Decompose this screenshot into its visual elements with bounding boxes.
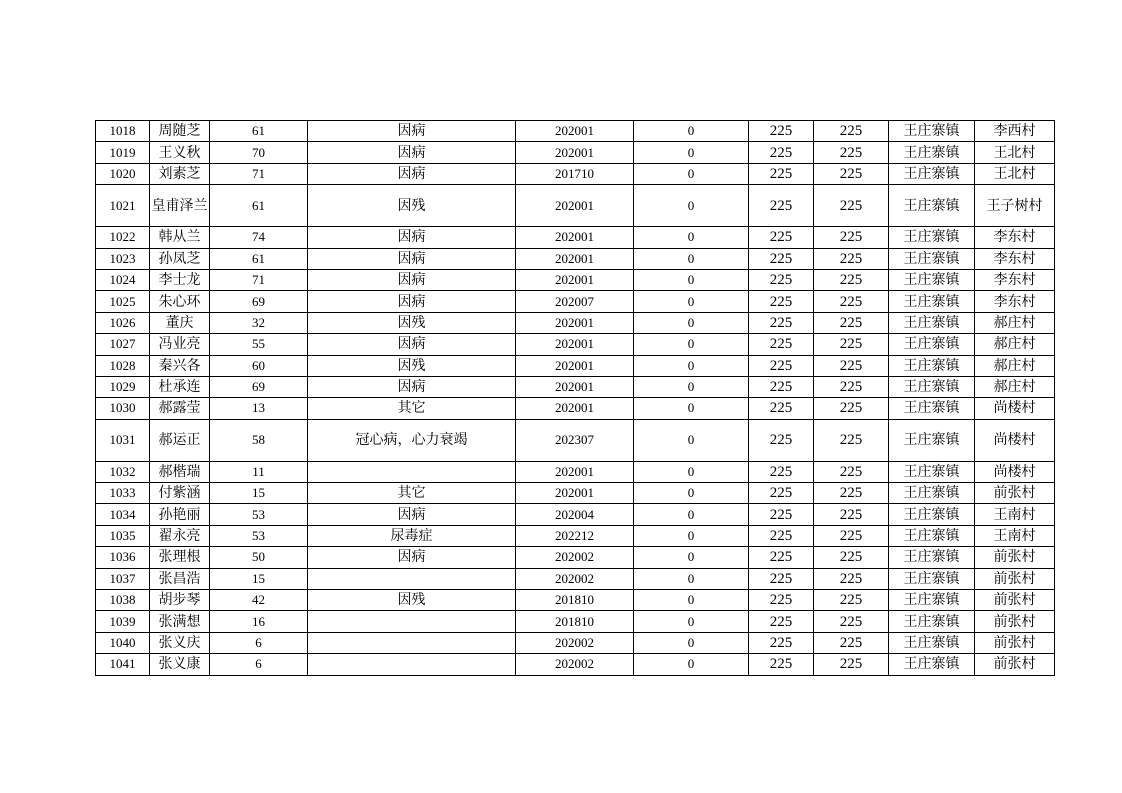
table-row (96, 355, 1055, 376)
cell-amount-2: 225 (814, 334, 889, 355)
cell-age: 53 (210, 504, 308, 525)
cell-zero: 0 (634, 568, 749, 589)
cell-village: 李东村 (975, 227, 1055, 248)
cell-town: 王庄寨镇 (889, 419, 975, 461)
cell-age: 6 (210, 654, 308, 675)
table-row (96, 227, 1055, 248)
cell-amount-2: 225 (814, 632, 889, 653)
cell-id: 1028 (96, 355, 150, 376)
table-row (96, 376, 1055, 397)
cell-zero: 0 (634, 590, 749, 611)
cell-date: 202001 (516, 398, 634, 419)
cell-amount-1: 225 (749, 504, 814, 525)
cell-date: 202001 (516, 483, 634, 504)
cell-zero: 0 (634, 163, 749, 184)
cell-village: 前张村 (975, 590, 1055, 611)
cell-town: 王庄寨镇 (889, 654, 975, 675)
table-row (96, 654, 1055, 675)
cell-town: 王庄寨镇 (889, 398, 975, 419)
cell-amount-1: 225 (749, 419, 814, 461)
cell-zero: 0 (634, 185, 749, 227)
cell-reason: 因病 (308, 376, 516, 397)
cell-reason: 因残 (308, 590, 516, 611)
cell-reason: 因病 (308, 227, 516, 248)
cell-amount-1: 225 (749, 568, 814, 589)
cell-zero: 0 (634, 121, 749, 142)
cell-zero: 0 (634, 312, 749, 333)
cell-date: 201710 (516, 163, 634, 184)
cell-id: 1019 (96, 142, 150, 163)
cell-amount-1: 225 (749, 483, 814, 504)
cell-village: 李西村 (975, 121, 1055, 142)
cell-amount-1: 225 (749, 227, 814, 248)
cell-age: 61 (210, 121, 308, 142)
cell-id: 1024 (96, 269, 150, 290)
cell-age: 61 (210, 248, 308, 269)
cell-reason: 其它 (308, 483, 516, 504)
cell-reason: 因残 (308, 312, 516, 333)
cell-name: 朱心环 (150, 291, 210, 312)
cell-village: 王南村 (975, 525, 1055, 546)
cell-age: 60 (210, 355, 308, 376)
table-row (96, 398, 1055, 419)
cell-name: 张昌浩 (150, 568, 210, 589)
cell-id: 1041 (96, 654, 150, 675)
cell-age: 13 (210, 398, 308, 419)
cell-id: 1023 (96, 248, 150, 269)
cell-id: 1031 (96, 419, 150, 461)
cell-reason: 因病 (308, 547, 516, 568)
cell-zero: 0 (634, 654, 749, 675)
roster-table (95, 120, 1055, 676)
cell-id: 1040 (96, 632, 150, 653)
cell-id: 1029 (96, 376, 150, 397)
cell-amount-1: 225 (749, 547, 814, 568)
cell-id: 1026 (96, 312, 150, 333)
cell-amount-2: 225 (814, 398, 889, 419)
cell-amount-2: 225 (814, 504, 889, 525)
table-row (96, 334, 1055, 355)
cell-age: 53 (210, 525, 308, 546)
cell-id: 1025 (96, 291, 150, 312)
cell-id: 1021 (96, 185, 150, 227)
cell-id: 1034 (96, 504, 150, 525)
cell-reason: 因病 (308, 248, 516, 269)
cell-reason: 尿毒症 (308, 525, 516, 546)
cell-town: 王庄寨镇 (889, 504, 975, 525)
cell-age: 71 (210, 269, 308, 290)
cell-id: 1020 (96, 163, 150, 184)
cell-age: 11 (210, 461, 308, 482)
cell-amount-1: 225 (749, 334, 814, 355)
cell-amount-2: 225 (814, 142, 889, 163)
cell-amount-1: 225 (749, 163, 814, 184)
cell-date: 202307 (516, 419, 634, 461)
cell-age: 69 (210, 376, 308, 397)
cell-amount-1: 225 (749, 376, 814, 397)
cell-village: 郝庄村 (975, 334, 1055, 355)
cell-age: 71 (210, 163, 308, 184)
cell-village: 前张村 (975, 632, 1055, 653)
cell-date: 202001 (516, 334, 634, 355)
table-row (96, 611, 1055, 632)
cell-zero: 0 (634, 355, 749, 376)
cell-amount-2: 225 (814, 654, 889, 675)
cell-town: 王庄寨镇 (889, 483, 975, 504)
cell-amount-2: 225 (814, 121, 889, 142)
cell-id: 1032 (96, 461, 150, 482)
cell-date: 201810 (516, 590, 634, 611)
cell-id: 1018 (96, 121, 150, 142)
cell-village: 王北村 (975, 142, 1055, 163)
cell-age: 42 (210, 590, 308, 611)
cell-age: 58 (210, 419, 308, 461)
cell-zero: 0 (634, 419, 749, 461)
table-row (96, 163, 1055, 184)
cell-town: 王庄寨镇 (889, 632, 975, 653)
cell-amount-2: 225 (814, 185, 889, 227)
cell-amount-1: 225 (749, 632, 814, 653)
cell-amount-2: 225 (814, 611, 889, 632)
cell-zero: 0 (634, 376, 749, 397)
cell-reason (308, 654, 516, 675)
cell-date: 202001 (516, 142, 634, 163)
cell-zero: 0 (634, 504, 749, 525)
cell-date: 202007 (516, 291, 634, 312)
cell-zero: 0 (634, 227, 749, 248)
cell-amount-2: 225 (814, 568, 889, 589)
cell-village: 前张村 (975, 547, 1055, 568)
cell-town: 王庄寨镇 (889, 461, 975, 482)
cell-reason: 因病 (308, 504, 516, 525)
cell-age: 6 (210, 632, 308, 653)
cell-name: 张义康 (150, 654, 210, 675)
cell-reason (308, 568, 516, 589)
cell-village: 李东村 (975, 269, 1055, 290)
cell-town: 王庄寨镇 (889, 248, 975, 269)
cell-town: 王庄寨镇 (889, 142, 975, 163)
cell-id: 1038 (96, 590, 150, 611)
cell-amount-2: 225 (814, 248, 889, 269)
cell-zero: 0 (634, 483, 749, 504)
cell-age: 50 (210, 547, 308, 568)
cell-age: 69 (210, 291, 308, 312)
cell-id: 1027 (96, 334, 150, 355)
cell-age: 61 (210, 185, 308, 227)
cell-amount-1: 225 (749, 355, 814, 376)
table-row (96, 269, 1055, 290)
cell-date: 202002 (516, 654, 634, 675)
cell-name: 皇甫泽兰 (150, 185, 210, 227)
cell-reason: 因病 (308, 121, 516, 142)
cell-reason: 因残 (308, 355, 516, 376)
cell-amount-2: 225 (814, 461, 889, 482)
cell-id: 1039 (96, 611, 150, 632)
cell-reason: 因残 (308, 185, 516, 227)
cell-name: 胡步琴 (150, 590, 210, 611)
table-row (96, 525, 1055, 546)
cell-amount-1: 225 (749, 398, 814, 419)
cell-name: 周随芝 (150, 121, 210, 142)
cell-village: 郝庄村 (975, 355, 1055, 376)
cell-date: 202001 (516, 121, 634, 142)
table-row (96, 632, 1055, 653)
cell-amount-2: 225 (814, 376, 889, 397)
cell-name: 翟永亮 (150, 525, 210, 546)
cell-village: 王北村 (975, 163, 1055, 184)
cell-date: 202001 (516, 227, 634, 248)
cell-reason: 因病 (308, 291, 516, 312)
cell-date: 202001 (516, 376, 634, 397)
cell-name: 孙凤芝 (150, 248, 210, 269)
cell-town: 王庄寨镇 (889, 376, 975, 397)
cell-date: 202001 (516, 461, 634, 482)
cell-age: 15 (210, 568, 308, 589)
cell-name: 董庆 (150, 312, 210, 333)
cell-name: 孙艳丽 (150, 504, 210, 525)
cell-age: 16 (210, 611, 308, 632)
cell-reason (308, 461, 516, 482)
cell-amount-2: 225 (814, 227, 889, 248)
cell-town: 王庄寨镇 (889, 611, 975, 632)
cell-name: 李士龙 (150, 269, 210, 290)
cell-town: 王庄寨镇 (889, 291, 975, 312)
cell-amount-2: 225 (814, 483, 889, 504)
cell-date: 202001 (516, 355, 634, 376)
cell-reason: 其它 (308, 398, 516, 419)
cell-village: 尚楼村 (975, 461, 1055, 482)
cell-village: 王子树村 (975, 185, 1055, 227)
cell-reason (308, 632, 516, 653)
cell-name: 郝楷瑞 (150, 461, 210, 482)
cell-amount-1: 225 (749, 248, 814, 269)
cell-amount-2: 225 (814, 355, 889, 376)
cell-amount-2: 225 (814, 269, 889, 290)
cell-reason (308, 611, 516, 632)
cell-town: 王庄寨镇 (889, 568, 975, 589)
cell-zero: 0 (634, 611, 749, 632)
cell-amount-2: 225 (814, 163, 889, 184)
cell-date: 202002 (516, 547, 634, 568)
cell-id: 1037 (96, 568, 150, 589)
cell-zero: 0 (634, 461, 749, 482)
cell-age: 74 (210, 227, 308, 248)
cell-date: 202002 (516, 568, 634, 589)
cell-date: 202212 (516, 525, 634, 546)
cell-name: 秦兴各 (150, 355, 210, 376)
cell-town: 王庄寨镇 (889, 525, 975, 546)
cell-date: 202001 (516, 248, 634, 269)
cell-amount-2: 225 (814, 547, 889, 568)
cell-reason: 冠心病，心力衰竭 (308, 419, 516, 461)
cell-name: 付紫涵 (150, 483, 210, 504)
cell-town: 王庄寨镇 (889, 269, 975, 290)
cell-zero: 0 (634, 291, 749, 312)
cell-reason: 因病 (308, 163, 516, 184)
table-row (96, 312, 1055, 333)
cell-date: 202001 (516, 269, 634, 290)
table-row (96, 419, 1055, 461)
cell-village: 前张村 (975, 483, 1055, 504)
cell-amount-1: 225 (749, 269, 814, 290)
cell-village: 前张村 (975, 611, 1055, 632)
cell-amount-2: 225 (814, 291, 889, 312)
cell-name: 韩从兰 (150, 227, 210, 248)
cell-village: 郝庄村 (975, 376, 1055, 397)
cell-amount-1: 225 (749, 590, 814, 611)
cell-zero: 0 (634, 632, 749, 653)
cell-amount-1: 225 (749, 525, 814, 546)
cell-town: 王庄寨镇 (889, 355, 975, 376)
cell-reason: 因病 (308, 142, 516, 163)
cell-id: 1036 (96, 547, 150, 568)
cell-zero: 0 (634, 525, 749, 546)
cell-date: 202004 (516, 504, 634, 525)
cell-name: 张理根 (150, 547, 210, 568)
cell-reason: 因病 (308, 334, 516, 355)
cell-village: 前张村 (975, 568, 1055, 589)
cell-id: 1030 (96, 398, 150, 419)
cell-age: 70 (210, 142, 308, 163)
cell-amount-1: 225 (749, 611, 814, 632)
cell-zero: 0 (634, 547, 749, 568)
table-row (96, 547, 1055, 568)
cell-town: 王庄寨镇 (889, 163, 975, 184)
cell-name: 王义秋 (150, 142, 210, 163)
cell-amount-1: 225 (749, 121, 814, 142)
cell-zero: 0 (634, 398, 749, 419)
table-row (96, 291, 1055, 312)
cell-amount-2: 225 (814, 525, 889, 546)
cell-age: 55 (210, 334, 308, 355)
cell-name: 郝运正 (150, 419, 210, 461)
table-row (96, 121, 1055, 142)
cell-amount-1: 225 (749, 312, 814, 333)
cell-village: 尚楼村 (975, 419, 1055, 461)
cell-town: 王庄寨镇 (889, 590, 975, 611)
table-row (96, 142, 1055, 163)
cell-zero: 0 (634, 334, 749, 355)
cell-id: 1035 (96, 525, 150, 546)
cell-name: 张满想 (150, 611, 210, 632)
cell-village: 前张村 (975, 654, 1055, 675)
cell-amount-2: 225 (814, 419, 889, 461)
cell-village: 李东村 (975, 291, 1055, 312)
cell-date: 202001 (516, 185, 634, 227)
cell-town: 王庄寨镇 (889, 227, 975, 248)
table-row (96, 483, 1055, 504)
cell-zero: 0 (634, 269, 749, 290)
cell-town: 王庄寨镇 (889, 121, 975, 142)
cell-name: 郝露莹 (150, 398, 210, 419)
cell-amount-2: 225 (814, 312, 889, 333)
cell-amount-1: 225 (749, 654, 814, 675)
table-row (96, 568, 1055, 589)
cell-town: 王庄寨镇 (889, 334, 975, 355)
cell-age: 15 (210, 483, 308, 504)
table-row (96, 248, 1055, 269)
cell-name: 刘素芝 (150, 163, 210, 184)
cell-village: 王南村 (975, 504, 1055, 525)
table-row (96, 504, 1055, 525)
cell-age: 32 (210, 312, 308, 333)
cell-village: 尚楼村 (975, 398, 1055, 419)
cell-reason: 因病 (308, 269, 516, 290)
cell-date: 202002 (516, 632, 634, 653)
roster-body (96, 121, 1055, 676)
cell-name: 张义庆 (150, 632, 210, 653)
cell-village: 李东村 (975, 248, 1055, 269)
cell-amount-2: 225 (814, 590, 889, 611)
cell-amount-1: 225 (749, 461, 814, 482)
cell-amount-1: 225 (749, 142, 814, 163)
cell-zero: 0 (634, 142, 749, 163)
cell-village: 郝庄村 (975, 312, 1055, 333)
cell-date: 202001 (516, 312, 634, 333)
cell-town: 王庄寨镇 (889, 547, 975, 568)
cell-town: 王庄寨镇 (889, 312, 975, 333)
cell-name: 杜承连 (150, 376, 210, 397)
table-row (96, 590, 1055, 611)
cell-id: 1022 (96, 227, 150, 248)
cell-amount-1: 225 (749, 185, 814, 227)
cell-town: 王庄寨镇 (889, 185, 975, 227)
table-row (96, 461, 1055, 482)
cell-amount-1: 225 (749, 291, 814, 312)
cell-zero: 0 (634, 248, 749, 269)
table-row (96, 185, 1055, 227)
cell-name: 冯业亮 (150, 334, 210, 355)
cell-id: 1033 (96, 483, 150, 504)
cell-date: 201810 (516, 611, 634, 632)
